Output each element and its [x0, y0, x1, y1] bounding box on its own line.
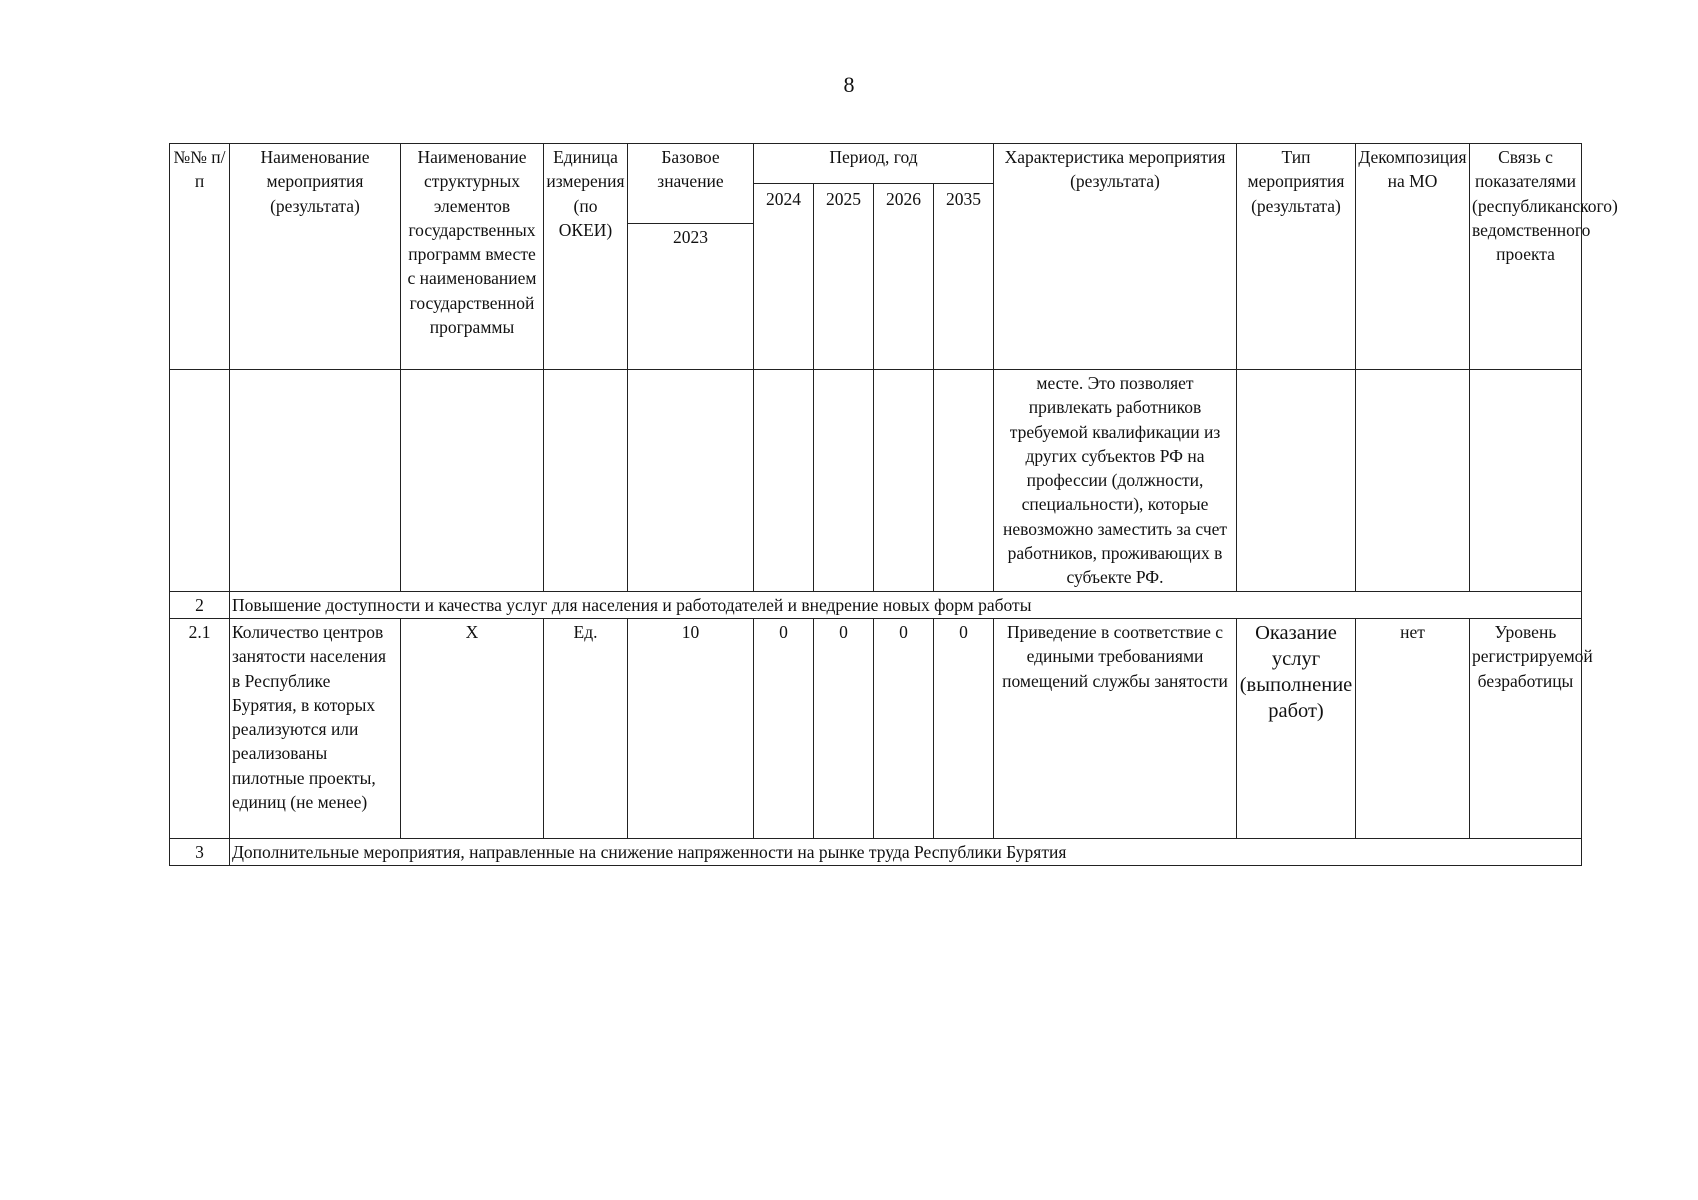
cell-year: 0	[754, 618, 814, 838]
measures-table	[169, 143, 1618, 866]
page-number: 8	[843, 72, 855, 97]
cell-unit: Ед.	[544, 618, 628, 838]
cell-name	[230, 370, 401, 592]
header-unit: Единица измерения (по ОКЕИ)	[544, 144, 628, 370]
cell-base: 10	[628, 618, 754, 838]
cell-decomposition	[1356, 370, 1470, 592]
cell-unit	[544, 370, 628, 592]
header-structural: Наименование структурных элементов государственных программ вместе с наименованием государственной программы	[401, 144, 544, 370]
cell-num: 3	[170, 838, 230, 865]
header-characteristic: Характеристика мероприятия (результата)	[994, 144, 1237, 370]
table-row	[170, 370, 1582, 592]
cell-characteristic: Приведение в соответствие с едиными требованиями помещений службы занятости	[994, 618, 1237, 838]
cell-decomposition: нет	[1356, 618, 1470, 838]
cell-name: Количество центров занятости населения в Республике Бурятия, в которых реализуются или реализованы пилотные проекты, единиц (не менее)	[230, 618, 401, 838]
cell-structural: Х	[401, 618, 544, 838]
cell-type: Оказание услуг (выполнение работ)	[1237, 618, 1356, 838]
cell-characteristic: месте. Это позволяет привлекать работников требуемой квалификации из других субъектов РФ на профессии (должности, специальности), которые невозможно заместить за счет работников, проживающих в субъекте РФ.	[994, 370, 1237, 592]
cell-link	[1470, 370, 1582, 592]
header-row	[170, 144, 1582, 184]
cell-year	[934, 370, 994, 592]
header-year: 2024	[754, 184, 814, 370]
cell-base	[628, 370, 754, 592]
header-year: 2026	[874, 184, 934, 370]
header-num: №№ п/п	[170, 144, 230, 370]
cell-link: Уровень регистрируемой безработицы	[1470, 618, 1582, 838]
cell-year: 0	[934, 618, 994, 838]
cell-year: 0	[874, 618, 934, 838]
section-row	[170, 591, 1582, 618]
cell-num: 2.1	[170, 618, 230, 838]
header-year: 2035	[934, 184, 994, 370]
header-type: Тип мероприятия (результата)	[1237, 144, 1356, 370]
cell-num: 2	[170, 591, 230, 618]
cell-year: 0	[814, 618, 874, 838]
header-base: Базовое значение	[628, 144, 754, 224]
header-name: Наименование мероприятия (результата)	[230, 144, 401, 370]
header-decomposition: Декомпозиция на МО	[1356, 144, 1470, 370]
cell-year	[754, 370, 814, 592]
cell-num	[170, 370, 230, 592]
table-row	[170, 618, 1582, 838]
cell-year	[874, 370, 934, 592]
section-title: Повышение доступности и качества услуг для населения и работодателей и внедрение новых форм работы	[230, 591, 1582, 618]
cell-type	[1237, 370, 1356, 592]
section-row	[170, 838, 1582, 865]
header-base-year: 2023	[628, 224, 754, 370]
header-link: Связь с показателями (республиканского) ведомственного проекта	[1470, 144, 1582, 370]
cell-structural	[401, 370, 544, 592]
cell-year	[814, 370, 874, 592]
header-year: 2025	[814, 184, 874, 370]
section-title: Дополнительные мероприятия, направленные на снижение напряженности на рынке труда Республики Бурятия	[230, 838, 1582, 865]
header-period: Период, год	[754, 144, 994, 184]
